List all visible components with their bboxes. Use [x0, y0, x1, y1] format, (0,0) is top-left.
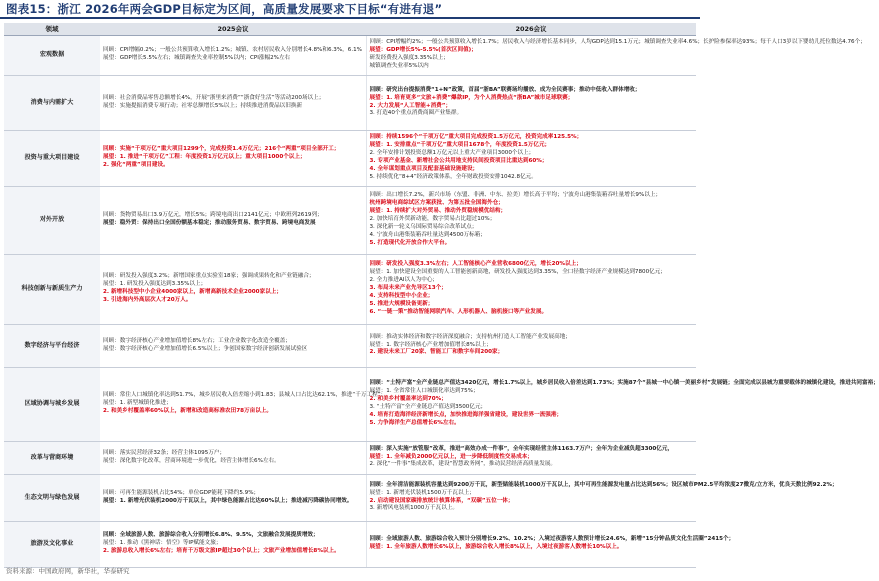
cell-line: 展望：1. 全省常住人口城镇化率达到75%； [369, 388, 479, 395]
cell-line: 4. 培育打造海洋经济新增长点，加快推进海洋强省建设，建设世界一流强港； [369, 411, 563, 418]
cell-line: 2. 加快培育外贸新动能，数字贸易占比超过10%； [369, 216, 496, 223]
cell-line: 回顾：研究出台提振消费“1+N”政策，首届“浙BA”联赛场均播放、成为全民赛事；推动中低收入群体增收； [369, 86, 641, 93]
table-row [4, 186, 696, 254]
row-domain: 区域协调与城乡发展 [4, 367, 100, 441]
cell-line: 展望：1. 新增光伏装机2000万千瓦以上，其中绿色能源占比达60%以上；推进减污降碳协同增效。 [103, 497, 353, 504]
cell-2026 [366, 441, 696, 474]
header-domain: 领域 [4, 23, 100, 35]
cell-line: 3. 引进海内外高层次人才20万人。 [103, 296, 192, 303]
cell-line: 展望：1. 培育更多“文旅+消费”爆款IP，为个人消费热点“浙BA”城市足球联赛； [369, 94, 574, 101]
cell-line: 展望：1. 推进“千项万亿”工程：年度投资1万亿元以上；重大项目1000个以上； [103, 154, 306, 161]
cell-line: 5. 持续优化“8+4”经济政策体系，全年财政投资安排1042.8亿元。 [369, 173, 537, 180]
cell-2026 [366, 521, 735, 567]
cell-2026 [366, 474, 838, 521]
cell-line: 6. “一链一策”推动智能网联汽车、人形机器人、脑机接口等产业发展。 [369, 308, 548, 315]
table-row [4, 441, 696, 474]
cell-line: 3. 专项产业基金、新增社会公共用地支持民间投资项目比重达到60%； [369, 158, 548, 164]
table-row [4, 521, 696, 567]
cell-line: 5. 力争海洋生产总值增长6%左右。 [369, 419, 460, 426]
cell-line: 展望：1. 加快建设全国重要的人工智能创新高地，研发投入强度达到3.35%，全口径数字经济产业规模达到7800亿元； [369, 269, 666, 276]
header-2025: 2025会议 [100, 23, 366, 35]
cell-2026 [366, 324, 696, 367]
cell-line: 展望：GDP增长5%-5.5%(首次区间值)； [369, 47, 477, 54]
cell-line: 城镇调查失业率5%以内 [369, 62, 429, 69]
cell-2026 [366, 254, 696, 324]
cell-line: 回顾：出口增长7.2%，新兴市场（东盟、非洲、中东、拉美）增长高于平均；宁波舟山港集装箱吞吐量增长9%以上； [369, 192, 662, 199]
cell-line: 展望：数字经济核心产业增加值增长6.5%以上；争创国家数字经济创新发展试验区 [103, 345, 308, 352]
cell-2025 [100, 367, 387, 441]
cell-2025 [100, 474, 366, 521]
cell-line: 展望：1. 持续扩大对外贸易、推动外贸稳规模优结构； [369, 208, 507, 215]
cell-2026 [366, 186, 696, 254]
cell-line: 展望：1. 全年旅游人数增长6%以上，旅游综合收入增长8%以上，入境过夜游客人数增长10%以上。 [369, 544, 623, 550]
table-row [4, 35, 696, 75]
table-row [4, 254, 696, 324]
cell-line: 回顾：CPI增幅约2%；一般公共预算收入增长1.7%；居民收入与经济增长基本同步，人均GDP达到15.1万元；城镇调查失业率4.6%；长护险参保率达93%；每千人口3岁以下婴幼儿托位数达4.76个； [369, 39, 866, 46]
table-row [4, 367, 696, 441]
cell-line: 回顾：落实民营经济32条；经营主体1095万户； [103, 449, 226, 456]
table-row [4, 75, 696, 130]
cell-line: 2. 建设未来工厂20家、智能工厂和数字车间200家； [369, 349, 504, 356]
cell-line: 4. 支持科技型中小企业； [369, 292, 434, 299]
cell-line: 3. 新增风电装机1000万千瓦以上。 [369, 505, 458, 512]
cell-line: 展望：稳外贸：保持出口全国份额基本稳定；推动服务贸易、数字贸易、跨境电商发展 [103, 220, 316, 226]
cell-line: 展望：深化数字化改革，营商环境进一步优化，经营主体增长6%左右。 [103, 457, 280, 464]
cell-line: 回顾：社会消费品零售总额增长4%，开展“浙里来消费”“浙食好生活”等活动200场以上； [103, 94, 325, 101]
cell-line: 回顾：全域旅游人数、旅游综合收入预计分别增长9.2%、10.2%；入境过夜游客人数预计增长24.6%，新增“15分钟品质文化生活圈”2415个； [369, 536, 735, 543]
row-domain: 科技创新与新质生产力 [4, 254, 100, 324]
figure-title-bar [0, 0, 700, 19]
cell-2026 [366, 130, 696, 186]
table-row [4, 474, 696, 521]
row-domain: 宏观数据 [4, 35, 100, 75]
cell-line: 回顾：深入实施“放管服”改革，推进“高效办成一件事”，全年实现经营主体1163.7万户；全年为企业减负超3300亿元， [369, 445, 674, 452]
row-domain: 投资与重大项目建设 [4, 130, 100, 186]
figure-title: 图表15：浙江 2026年两会GDP目标定为区间，高质量发展要求下目标“有进有退” [6, 1, 443, 16]
cell-line: 2. 启动建设国家碳排放统计核算体系，“双碳”五位一体； [369, 497, 514, 504]
cell-line: 回顾：全域旅游人数、旅游综合收入分别增长6.8%、9.5%，文旅融合发展提质增效； [103, 532, 319, 539]
cell-line: 2. 全力推进AI以人为中心； [369, 277, 439, 284]
cell-line: 展望：GDP增长5.5%左右；城镇调查失业率控制5%以内；CPI涨幅2%左右 [103, 55, 291, 61]
cell-line: 2. 旅游总收入增长6%左右；培育千万级文旅IP超过30个以上；文旅产业增加值增长8%以上。 [103, 547, 340, 554]
cell-line: 展望：1. 全年减负2000亿元以上，进一步降低制度性交易成本； [369, 453, 533, 460]
cell-line: 2. 新增科技型中小企业4000家以上，新增高新技术企业2000家以上； [103, 289, 282, 295]
cell-line: 回顾：货物贸易出口3.9万亿元，增长5%；跨境电商出口2141亿元；中欧班列2619列； [103, 212, 323, 219]
cell-line: 4. 全年谋划重点项目及配套基础设施建设； [369, 165, 479, 172]
cell-line: 5. 推进大规模设备更新； [369, 300, 434, 307]
policy-comparison-table [4, 23, 879, 568]
cell-line: 2. 深化“一件事”集成改革，建设“智慧政务网”，推动民营经济高质量发展。 [369, 461, 557, 468]
cell-line: 回顾：常住人口城镇化率达到51.7%，城乡居民收入倍差缩小到1.83；县城人口占比达62.1%，推进“千万工程”； [103, 392, 387, 399]
row-domain: 消费与内需扩大 [4, 75, 100, 130]
cell-2025 [100, 75, 366, 130]
cell-2025 [100, 521, 366, 567]
table-header-row [4, 23, 696, 35]
cell-line: 3. “土特产富”全产业链总产值达到3500亿元； [369, 404, 487, 410]
cell-line: 3. 深化新一轮义乌国际贸易综合改革试点； [369, 223, 478, 230]
row-domain: 旅游及文化事业 [4, 521, 100, 567]
cell-line: 回顾：CPI增幅0.2%；一般公共预算收入增长1.2%；城镇、农村居民收入分别增长4.8%和6.3%，6.1% [103, 47, 362, 54]
row-domain: 数字经济与平台经济 [4, 324, 100, 367]
cell-line: 回顾：研发投入强度3.3%左右；人工智能核心产业营收6800亿元，增长20%以上； [369, 261, 582, 268]
cell-line: 回顾：持续1596个“千项万亿”重大项目完成投资1.5万亿元，投资完成率125.5%； [369, 134, 583, 141]
row-domain: 对外开放 [4, 186, 100, 254]
cell-line: 展望：1. 推动《黑神话：悟空》等IP赋能文旅； [103, 540, 222, 547]
cell-2026 [366, 35, 866, 75]
cell-line: 回顾：实施“千项万亿”重大项目1299个，完成投资1.4万亿元；216个“两重”项目全部开工； [103, 146, 340, 153]
cell-line: 展望：1. 研发投入强度达到3.35%以上； [103, 281, 207, 288]
cell-line: 展望：1. 数字经济核心产业增加值增长8%以上； [369, 341, 492, 348]
cell-line: 5. 打造现代化开放合作大平台。 [369, 239, 451, 246]
cell-line: 展望：1. 新增光伏装机1500万千瓦以上； [369, 489, 475, 496]
cell-line: 2. 全年安排计划投资总额1万亿元以上重大产业项目3000个以上； [369, 150, 535, 157]
cell-line: 展望：1. 安排重点“千项万亿”重大项目1678个，年度投资1.5万亿元； [369, 142, 551, 149]
cell-line: 研发经费投入强度3.35%以上； [369, 55, 449, 61]
cell-2025 [100, 441, 366, 474]
table-row [4, 130, 696, 186]
cell-line: 回顾：全年清洁能源装机容量达到9200万千瓦，新型储能装机1000万千瓦以上，其中可再生能源发电量占比达到56%；设区城市PM2.5平均浓度27微克/立方米，优良天数比例92.2%； [369, 481, 838, 488]
cell-2025 [100, 324, 366, 367]
cell-line: 回顾：推动实体经济和数字经济深度融合；支持杭州打造人工智能产业发展高地； [369, 333, 571, 340]
row-domain: 改革与营商环境 [4, 441, 100, 474]
source-note: 资料来源：中国政府网，新华社，华泰研究 [6, 567, 130, 575]
cell-line: 展望：实施提振消费专项行动；社零总额增长5%以上；持续推进消费品以旧换新 [103, 102, 303, 109]
table-row [4, 324, 696, 367]
cell-line: 2. 大力发展“人工智能+消费”； [369, 102, 452, 109]
cell-2025 [100, 35, 366, 75]
cell-line: 2. 和美乡村覆盖率60%以上，新增和改造高标准农田78万亩以上。 [103, 407, 272, 414]
cell-2026 [366, 75, 696, 130]
cell-line: 展望：1. 新型城镇化推进； [103, 400, 172, 407]
cell-line: 2. 和美乡村覆盖率达到70%； [369, 396, 447, 403]
cell-2025 [100, 254, 366, 324]
cell-line: 2. 强化“两重”项目建设。 [103, 161, 169, 168]
cell-line: 回顾：可再生能源装机占比54%；单位GDP能耗下降约5.9%； [103, 489, 260, 496]
cell-line: 3. 打造40个重点消费商圈产业集群。 [369, 110, 463, 117]
cell-2025 [100, 186, 366, 254]
header-2026: 2026会议 [366, 23, 696, 35]
cell-2026 [366, 367, 879, 441]
cell-line: 杭州跨境电商综试区方案获批、为第五批全国海外仓； [369, 200, 504, 207]
cell-line: 4. 宁波舟山港集装箱吞吐量达到4500万标箱； [369, 231, 486, 238]
cell-line: 回顾：“土特产富”全产业链总产值达3420亿元，增长1.7%以上，城乡居民收入倍差达到1.73%；实施87个“县城一中心镇一美丽乡村”发展链；全面完成以县城为重要载体的城镇化建设，推进共同富裕； [369, 380, 879, 387]
cell-2025 [100, 130, 366, 186]
cell-line: 回顾：研发投入强度3.2%；新增国家重点实验室18家；强调成果转化和产业链融合； [103, 273, 315, 280]
cell-line: 3. 布局未来产业先导区13个； [369, 285, 447, 292]
cell-line: 回顾：数字经济核心产业增加值增长8%左右；工业企业数字化改造全覆盖； [103, 337, 291, 344]
row-domain: 生态文明与绿色发展 [4, 474, 100, 521]
